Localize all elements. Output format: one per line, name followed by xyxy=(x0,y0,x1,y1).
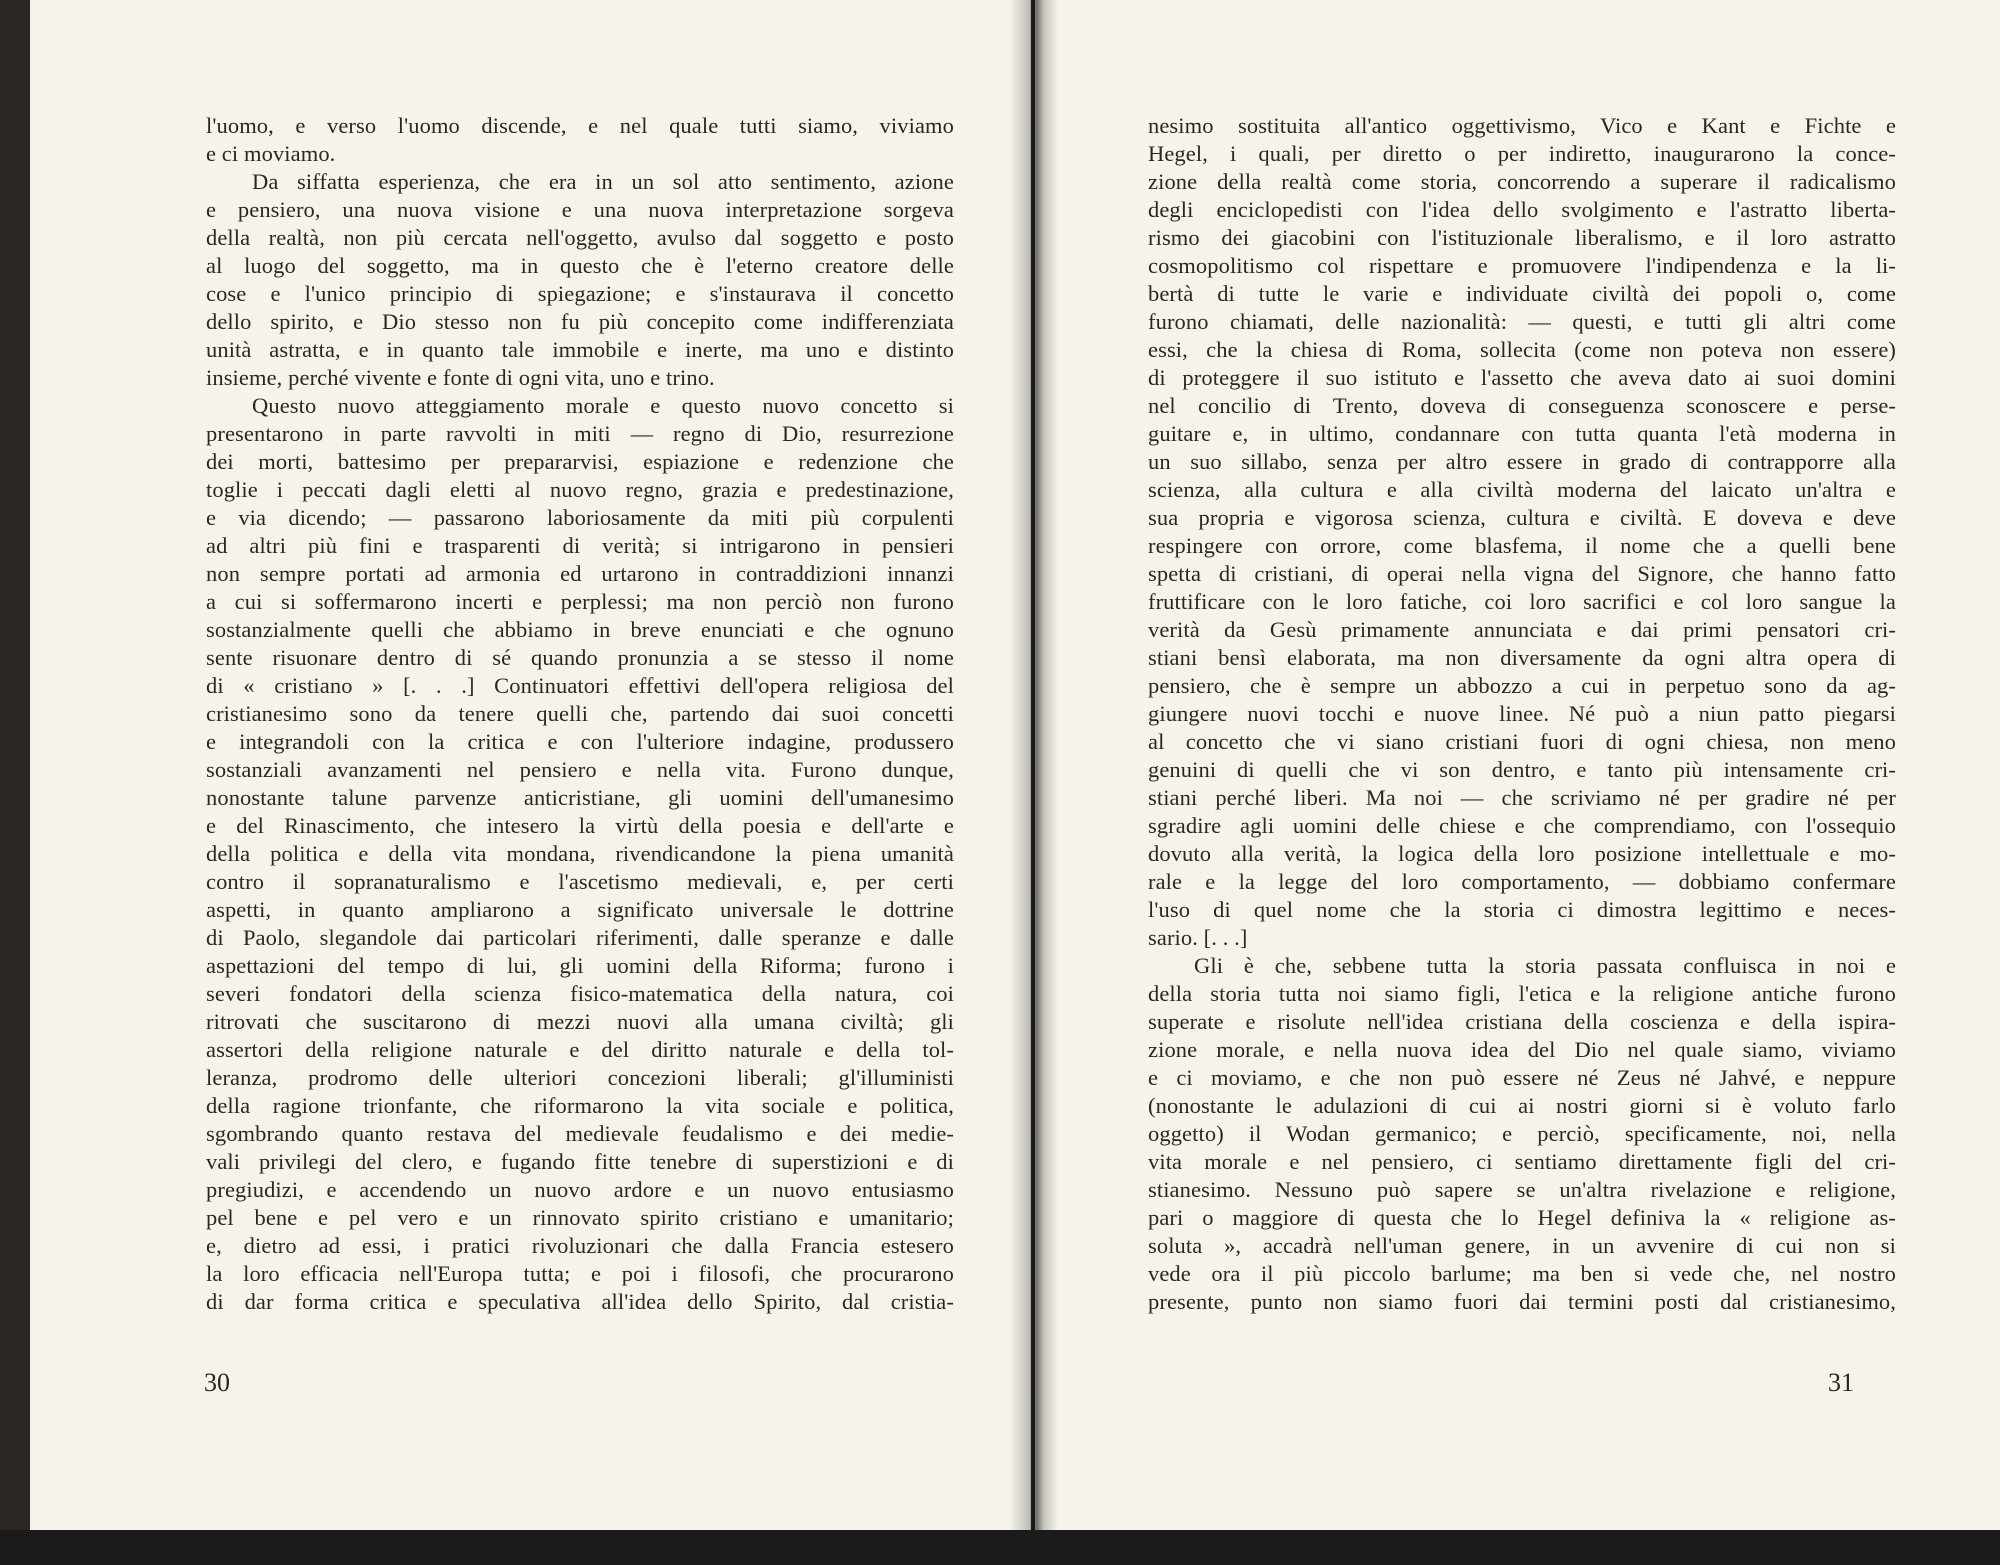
text-line: della realtà, non più cercata nell'oggetto, avulso dal soggetto e posto xyxy=(206,225,954,250)
text-line: l'uomo, e verso l'uomo discende, e nel quale tutti siamo, viviamo xyxy=(206,113,954,138)
text-line: di Paolo, slegandole dai particolari riferimenti, dalle speranze e dalle xyxy=(206,925,954,950)
text-line: al concetto che vi siano cristiani fuori di ogni chiesa, non meno xyxy=(1148,729,1896,754)
text-line: vali privilegi del clero, e fugando fitte tenebre di superstizioni e di xyxy=(206,1149,954,1174)
text-line: l'uso di quel nome che la storia ci dimostra legittimo e neces- xyxy=(1148,897,1896,922)
text-line: zione morale, e nella nuova idea del Dio nel quale siamo, viviamo xyxy=(1148,1037,1896,1062)
text-line: stianesimo. Nessuno può sapere se un'altra rivelazione e religione, xyxy=(1148,1177,1896,1202)
text-line: rale e la legge del loro comportamento, — dobbiamo confermare xyxy=(1148,869,1896,894)
text-line: degli enciclopedisti con l'idea dello svolgimento e l'astratto liberta- xyxy=(1148,197,1896,222)
text-line: giungere nuovi tocchi e nuove linee. Né può a niun patto piegarsi xyxy=(1148,701,1896,726)
text-line: nesimo sostituita all'antico oggettivismo, Vico e Kant e Fichte e xyxy=(1148,113,1896,138)
right-page xyxy=(1035,0,2000,1565)
text-line: assertori della religione naturale e del diritto naturale e della tol- xyxy=(206,1037,954,1062)
text-line: sua propria e vigorosa scienza, cultura e civiltà. E doveva e deve xyxy=(1148,505,1896,530)
right-page-text xyxy=(1148,112,1896,1316)
text-line: stiani perché liberi. Ma noi — che scriviamo né per gradire né per xyxy=(1148,785,1896,810)
text-line: e pensiero, una nuova visione e una nuova interpretazione sorgeva xyxy=(206,197,954,222)
text-line: zione della realtà come storia, concorrendo a superare il radicalismo xyxy=(1148,169,1896,194)
left-page xyxy=(30,0,1031,1565)
text-line: nonostante talune parvenze anticristiane, gli uomini dell'umanesimo xyxy=(206,785,954,810)
text-line: Questo nuovo atteggiamento morale e questo nuovo concetto si xyxy=(252,393,954,418)
text-line: presentarono in parte ravvolti in miti — regno di Dio, resurrezione xyxy=(206,421,954,446)
text-line: aspettazioni del tempo di lui, gli uomini della Riforma; furono i xyxy=(206,953,954,978)
text-line: toglie i peccati dagli eletti al nuovo regno, grazia e predestinazione, xyxy=(206,477,954,502)
text-line: stiani bensì elaborata, ma non diversamente da ogni altra opera di xyxy=(1148,645,1896,670)
text-line: della storia tutta noi siamo figli, l'etica e la religione antiche furono xyxy=(1148,981,1896,1006)
text-line: sostanzialmente quelli che abbiamo in breve enunciati e che ognuno xyxy=(206,617,954,642)
text-line: un suo sillabo, senza per altro essere in grado di contrapporre alla xyxy=(1148,449,1896,474)
text-line: a cui si soffermarono incerti e perplessi; ma non perciò non furono xyxy=(206,589,954,614)
text-line: e ci moviamo, e che non può essere né Zeus né Jahvé, e neppure xyxy=(1148,1065,1896,1090)
text-line: e via dicendo; — passarono laboriosamente da miti più corpulenti xyxy=(206,505,954,530)
text-line: della ragione trionfante, che riformarono la vita sociale e politica, xyxy=(206,1093,954,1118)
text-line: leranza, prodromo delle ulteriori concezioni liberali; gl'illuministi xyxy=(206,1065,954,1090)
text-line: severi fondatori della scienza fisico-matematica della natura, coi xyxy=(206,981,954,1006)
text-line: guitare e, in ultimo, condannare con tutta quanta l'età moderna in xyxy=(1148,421,1896,446)
text-line: sgradire agli uomini delle chiese e che comprendiamo, con l'ossequio xyxy=(1148,813,1896,838)
text-line: dovuto alla verità, la logica della loro posizione intellettuale e mo- xyxy=(1148,841,1896,866)
text-line: bertà di tutte le varie e individuate civiltà dei popoli o, come xyxy=(1148,281,1896,306)
text-line: presente, punto non siamo fuori dai termini posti dal cristianesimo, xyxy=(1148,1289,1896,1314)
text-line: (nonostante le adulazioni di cui ai nostri giorni si è voluto farlo xyxy=(1148,1093,1896,1118)
text-line: Da siffatta esperienza, che era in un sol atto sentimento, azione xyxy=(252,169,954,194)
text-line: e integrandoli con la critica e con l'ulteriore indagine, produssero xyxy=(206,729,954,754)
text-line: furono chiamati, delle nazionalità: — questi, e tutti gli altri come xyxy=(1148,309,1896,334)
text-line: dello spirito, e Dio stesso non fu più concepito come indifferenziata xyxy=(206,309,954,334)
text-line: Hegel, i quali, per diretto o per indiretto, inaugurarono la conce- xyxy=(1148,141,1896,166)
text-line: scienza, alla cultura e alla civiltà moderna del laicato un'altra e xyxy=(1148,477,1896,502)
text-line: cosmopolitismo col rispettare e promuovere l'indipendenza e la li- xyxy=(1148,253,1896,278)
text-line: spetta di cristiani, di operai nella vigna del Signore, che hanno fatto xyxy=(1148,561,1896,586)
text-line: soluta », accadrà nell'uman genere, in un avvenire di cui non si xyxy=(1148,1233,1896,1258)
text-line: respingere con orrore, come blasfema, il nome che a quelli bene xyxy=(1148,533,1896,558)
text-line: oggetto) il Wodan germanico; e perciò, specificamente, noi, nella xyxy=(1148,1121,1896,1146)
text-line: Gli è che, sebbene tutta la storia passata confluisca in noi e xyxy=(1194,953,1896,978)
text-line: unità astratta, e in quanto tale immobile e inerte, ma uno e distinto xyxy=(206,337,954,362)
text-line: cose e l'unico principio di spiegazione; e s'instaurava il concetto xyxy=(206,281,954,306)
text-line: di proteggere il suo istituto e l'assetto che aveva dato ai suoi domini xyxy=(1148,365,1896,390)
right-page-number: 31 xyxy=(1828,1368,1854,1397)
text-line: rismo dei giacobini con l'istituzionale liberalismo, e il loro astratto xyxy=(1148,225,1896,250)
text-line: verità da Gesù primamente annunciata e dai primi pensatori cri- xyxy=(1148,617,1896,642)
text-line: e del Rinascimento, che intesero la virtù della poesia e dell'arte e xyxy=(206,813,954,838)
text-line: di « cristiano » [. . .] Continuatori effettivi dell'opera religiosa del xyxy=(206,673,954,698)
text-line: della politica e della vita mondana, rivendicandone la piena umanità xyxy=(206,841,954,866)
text-line: ritrovati che suscitarono di mezzi nuovi alla umana civiltà; gli xyxy=(206,1009,954,1034)
text-line: la loro efficacia nell'Europa tutta; e poi i filosofi, che procurarono xyxy=(206,1261,954,1286)
text-line: superate e risolute nell'idea cristiana della coscienza e della ispira- xyxy=(1148,1009,1896,1034)
text-line: aspetti, in quanto ampliarono a significato universale le dottrine xyxy=(206,897,954,922)
text-line: di dar forma critica e speculativa all'idea dello Spirito, dal cristia- xyxy=(206,1289,954,1314)
text-line: sario. [. . .] xyxy=(1148,925,1248,950)
scan-bottom-edge xyxy=(0,1530,2000,1565)
text-line: e, dietro ad essi, i pratici rivoluzionari che dalla Francia estesero xyxy=(206,1233,954,1258)
text-line: nel concilio di Trento, doveva di conseguenza sconoscere e perse- xyxy=(1148,393,1896,418)
text-line: al luogo del soggetto, ma in questo che è l'eterno creatore delle xyxy=(206,253,954,278)
text-line: non sempre portati ad armonia ed urtarono in contraddizioni innanzi xyxy=(206,561,954,586)
text-line: vede ora il più piccolo barlume; ma ben si vede che, nel nostro xyxy=(1148,1261,1896,1286)
text-line: sostanziali avanzamenti nel pensiero e nella vita. Furono dunque, xyxy=(206,757,954,782)
left-page-number: 30 xyxy=(204,1368,230,1397)
text-line: sgombrando quanto restava del medievale feudalismo e dei medie- xyxy=(206,1121,954,1146)
text-line: insieme, perché vivente e fonte di ogni vita, uno e trino. xyxy=(206,365,715,390)
text-line: fruttificare con le loro fatiche, coi loro sacrifici e col loro sangue la xyxy=(1148,589,1896,614)
text-line: cristianesimo sono da tenere quelli che, partendo dai suoi concetti xyxy=(206,701,954,726)
text-line: e ci moviamo. xyxy=(206,141,336,166)
left-page-text xyxy=(206,112,954,1316)
text-line: pel bene e pel vero e un rinnovato spirito cristiano e umanitario; xyxy=(206,1205,954,1230)
text-line: ad altri più fini e trasparenti di verità; si intrigarono in pensieri xyxy=(206,533,954,558)
text-line: dei morti, battesimo per prepararvisi, espiazione e redenzione che xyxy=(206,449,954,474)
text-line: vita morale e nel pensiero, ci sentiamo direttamente figli del cri- xyxy=(1148,1149,1896,1174)
text-line: pari o maggiore di questa che lo Hegel definiva la « religione as- xyxy=(1148,1205,1896,1230)
text-line: pregiudizi, e accendendo un nuovo ardore e un nuovo entusiasmo xyxy=(206,1177,954,1202)
text-line: contro il sopranaturalismo e l'ascetismo medievali, e, per certi xyxy=(206,869,954,894)
text-line: pensiero, che è sempre un abbozzo a cui in perpetuo sono da ag- xyxy=(1148,673,1896,698)
text-line: genuini di quelli che vi son dentro, e tanto più intensamente cri- xyxy=(1148,757,1896,782)
text-line: sente risuonare dentro di sé quando pronunzia a se stesso il nome xyxy=(206,645,954,670)
text-line: essi, che la chiesa di Roma, sollecita (come non poteva non essere) xyxy=(1148,337,1896,362)
